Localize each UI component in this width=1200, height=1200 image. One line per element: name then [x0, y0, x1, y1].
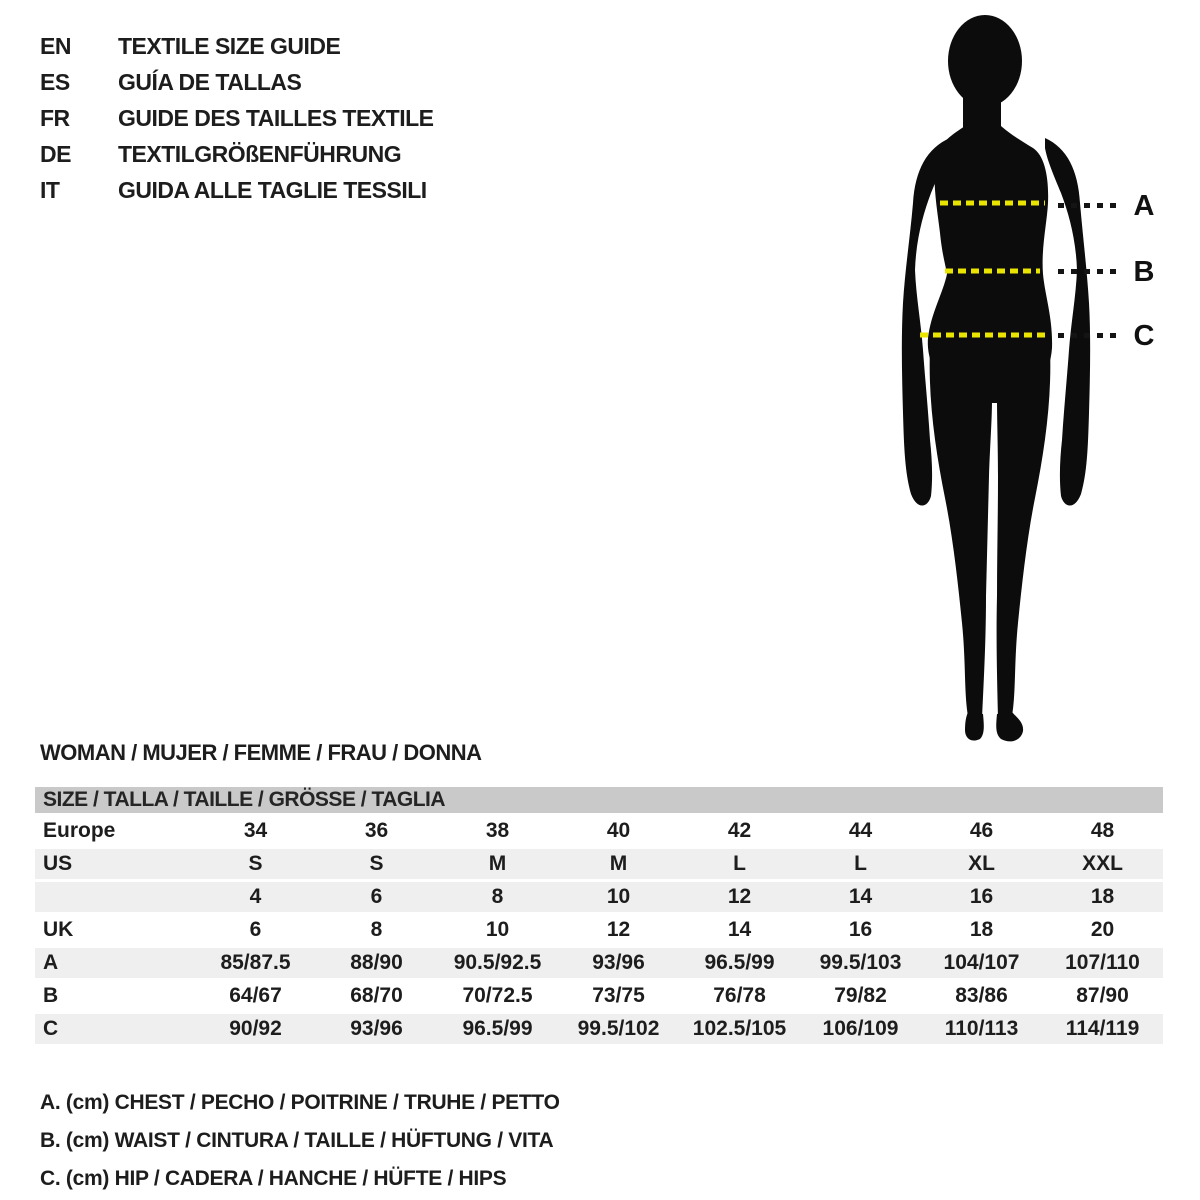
language-code: IT: [40, 176, 60, 203]
table-cell: 104/107: [943, 951, 1020, 974]
silhouette-right-leg: [997, 348, 1051, 718]
table-cell: 107/110: [1065, 951, 1140, 974]
table-cell: S: [248, 852, 263, 875]
table-cell: 85/87.5: [220, 951, 291, 974]
guide-title-text: GUIDA ALLE TAGLIE TESSILI: [118, 176, 427, 203]
table-cell: 6: [249, 918, 262, 941]
silhouette-left-leg: [930, 348, 992, 718]
table-row-label: UK: [43, 918, 74, 941]
table-cell: 20: [1090, 918, 1115, 941]
table-cell: 12: [727, 885, 752, 908]
table-cell: 79/82: [834, 984, 887, 1007]
size-table-header: SIZE / TALLA / TAILLE / GRÖSSE / TAGLIA: [35, 787, 1163, 813]
table-cell: 64/67: [229, 984, 282, 1007]
woman-silhouette-svg: [895, 8, 1115, 743]
woman-silhouette: [895, 8, 1115, 743]
table-row-label: US: [43, 852, 73, 875]
table-cell: L: [854, 852, 867, 875]
gender-heading: WOMAN / MUJER / FEMME / FRAU / DONNA: [40, 740, 482, 765]
guide-title-text: GUIDE DES TAILLES TEXTILE: [118, 104, 434, 131]
table-cell: 83/86: [955, 984, 1008, 1007]
language-code: EN: [40, 32, 71, 59]
table-row: [35, 849, 1163, 879]
table-cell: 96.5/99: [462, 1017, 533, 1040]
size-table: [35, 787, 1163, 1047]
legend-line: B. (cm) WAIST / CINTURA / TAILLE / HÜFTUNG / VITA: [40, 1129, 554, 1152]
table-cell: 34: [243, 819, 268, 842]
silhouette-right-arm: [1045, 138, 1090, 506]
table-cell: 93/96: [592, 951, 645, 974]
table-cell: 93/96: [350, 1017, 403, 1040]
table-cell: 16: [848, 918, 873, 941]
table-cell: 8: [370, 918, 383, 941]
measure-label-c: C: [1133, 320, 1155, 352]
table-cell: 48: [1090, 819, 1115, 842]
table-row-label: Europe: [43, 819, 116, 842]
table-cell: 90/92: [229, 1017, 282, 1040]
table-cell: 12: [606, 918, 631, 941]
waist-leader-line: [1058, 269, 1116, 274]
language-title-row: [40, 136, 434, 172]
language-code: ES: [40, 68, 70, 95]
language-title-row: [40, 64, 434, 100]
table-cell: 16: [969, 885, 994, 908]
language-title-row: [40, 172, 434, 208]
chest-leader-line: [1058, 203, 1116, 208]
table-cell: 99.5/102: [577, 1017, 660, 1040]
table-cell: 73/75: [592, 984, 645, 1007]
table-row: [35, 981, 1163, 1011]
table-cell: 4: [249, 885, 262, 908]
language-code: FR: [40, 104, 70, 131]
measurement-legend: [40, 1084, 560, 1198]
table-row-label: C: [43, 1017, 59, 1040]
table-cell: 14: [727, 918, 752, 941]
language-code: DE: [40, 140, 71, 167]
table-cell: XXL: [1082, 852, 1123, 875]
table-cell: 8: [491, 885, 504, 908]
table-row-label: B: [43, 984, 59, 1007]
measure-label-b: B: [1133, 256, 1155, 288]
table-row: [35, 816, 1163, 846]
table-cell: 44: [848, 819, 873, 842]
table-cell: 6: [370, 885, 383, 908]
table-cell: M: [488, 852, 507, 875]
table-cell: 18: [1090, 885, 1115, 908]
table-cell: 99.5/103: [819, 951, 902, 974]
table-row: [35, 915, 1163, 945]
table-row: [35, 882, 1163, 912]
table-row: [35, 948, 1163, 978]
table-cell: 18: [969, 918, 994, 941]
language-title-list: [40, 28, 434, 208]
measure-label-a: A: [1133, 190, 1155, 222]
legend-line: C. (cm) HIP / CADERA / HANCHE / HÜFTE / HIPS: [40, 1167, 507, 1190]
guide-title-text: GUÍA DE TALLAS: [118, 68, 302, 95]
legend-line: A. (cm) CHEST / PECHO / POITRINE / TRUHE / PETTO: [40, 1091, 560, 1114]
language-title-row: [40, 28, 434, 64]
table-cell: 10: [606, 885, 631, 908]
table-row-label: A: [43, 951, 59, 974]
silhouette-torso: [928, 126, 1052, 403]
table-cell: XL: [968, 852, 995, 875]
table-cell: S: [369, 852, 384, 875]
table-cell: 36: [364, 819, 389, 842]
table-cell: L: [733, 852, 746, 875]
table-cell: 70/72.5: [462, 984, 533, 1007]
table-cell: 10: [485, 918, 510, 941]
guide-title-text: TEXTILE SIZE GUIDE: [118, 32, 341, 59]
table-cell: M: [609, 852, 628, 875]
table-cell: 68/70: [350, 984, 403, 1007]
table-cell: 90.5/92.5: [453, 951, 542, 974]
silhouette-right-foot: [996, 712, 1023, 741]
size-table-body: [35, 816, 1163, 1044]
table-cell: 42: [727, 819, 752, 842]
table-cell: 38: [485, 819, 510, 842]
table-cell: 76/78: [713, 984, 766, 1007]
guide-title-text: TEXTILGRÖßENFÜHRUNG: [118, 140, 402, 167]
table-cell: 46: [969, 819, 994, 842]
language-title-row: [40, 100, 434, 136]
hip-leader-line: [1058, 333, 1116, 338]
silhouette-left-foot: [965, 712, 984, 741]
table-cell: 40: [606, 819, 631, 842]
table-cell: 106/109: [822, 1017, 899, 1040]
table-cell: 87/90: [1076, 984, 1129, 1007]
table-cell: 88/90: [350, 951, 403, 974]
table-cell: 96.5/99: [704, 951, 775, 974]
table-cell: 102.5/105: [692, 1017, 787, 1040]
table-cell: 14: [848, 885, 873, 908]
table-row: [35, 1014, 1163, 1044]
table-cell: 110/113: [944, 1017, 1019, 1040]
table-cell: 114/119: [1065, 1017, 1140, 1040]
